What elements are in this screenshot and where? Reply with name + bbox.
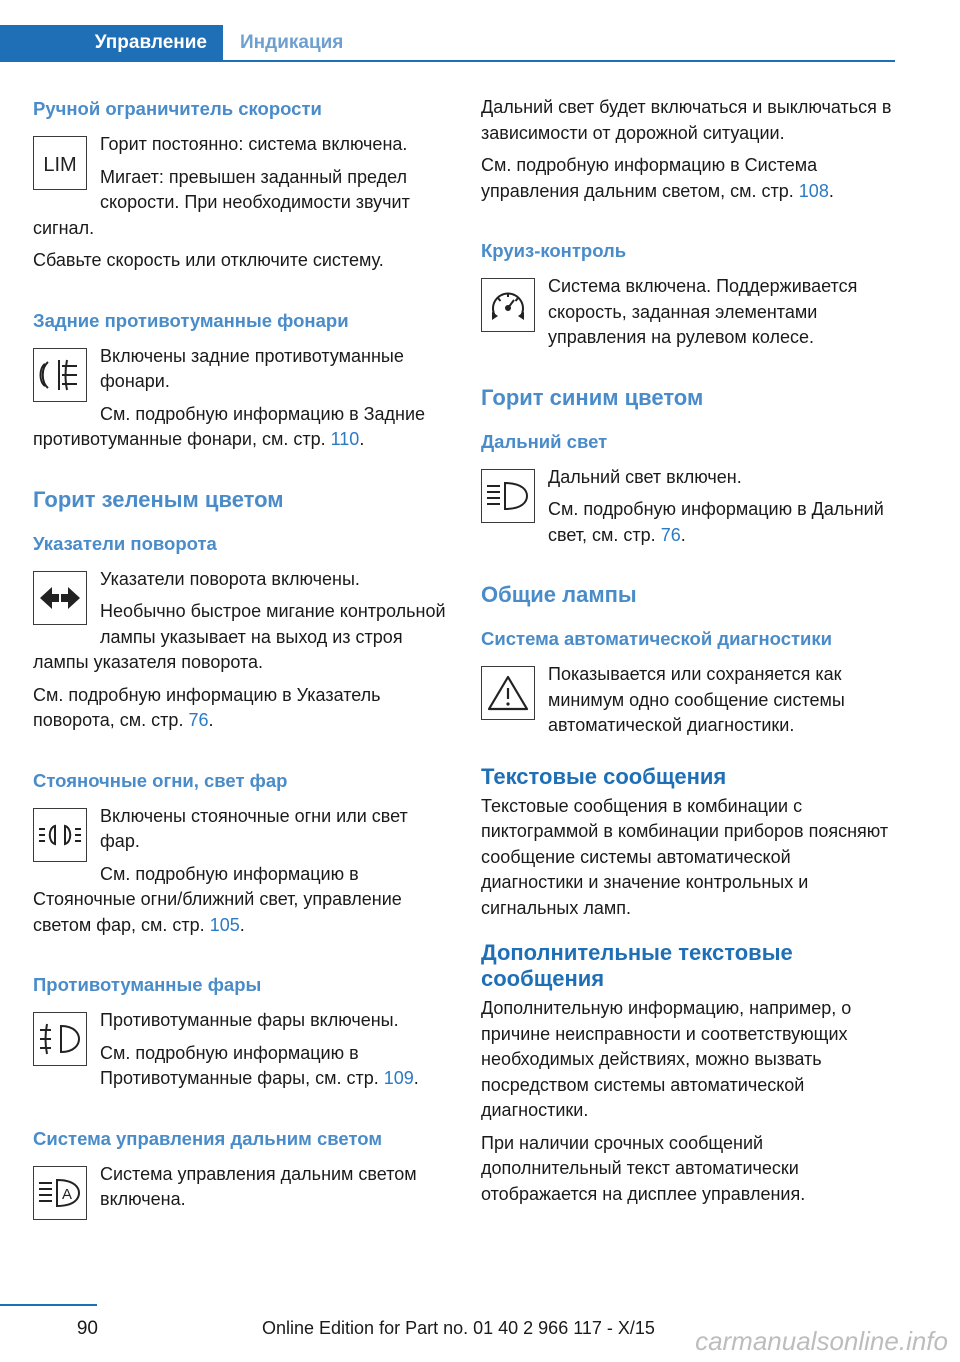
turn-signals-ref-text: См. подробную информацию в Указатель поворота, см. стр. 76. xyxy=(33,684,381,730)
diagnostics-text: Показывается или сохраняется как минимум одно сообщение системы автоматической диагностики. xyxy=(548,664,845,735)
front-fog-icon xyxy=(33,1012,87,1066)
speed-limiter-blink-text: Мигает: превышен заданный предел скорости. При необходимости звучит сигнал. xyxy=(33,166,410,238)
watermark: carmanualsonline.info xyxy=(695,1326,948,1356)
rear-fog-ref-text: См. подробную информацию в Задние противотуманные фонари, см. стр. 110. xyxy=(33,403,426,449)
page-number: 90 xyxy=(76,1318,98,1339)
speed-limiter-on-text: Горит постоянно: система включена. xyxy=(100,134,408,154)
tab-controls[interactable]: Управление xyxy=(0,25,223,61)
speed-limiter-heading: Ручной ограничитель скорости xyxy=(33,98,322,119)
general-section-heading: Общие лампы xyxy=(481,582,637,607)
lim-icon xyxy=(33,136,87,190)
rear-fog-heading: Задние противотуманные фонари xyxy=(33,309,349,331)
cruise-control-heading: Круиз-контроль xyxy=(481,240,627,261)
text-messages-heading: Текстовые сообщения xyxy=(481,763,727,789)
page-link-76-b[interactable]: 76 xyxy=(660,524,681,545)
front-fog-heading: Противотуманные фары xyxy=(33,974,262,995)
rear-fog-on-text: Включены задние противотуманные фонари. xyxy=(100,345,404,391)
extra-messages-text-2: При наличии срочных сообщений дополнительный текст автоматически отображается на дисплее управления. xyxy=(481,1132,806,1204)
turn-signal-icon xyxy=(33,571,87,625)
turn-signals-fast-text: Необычно быстрое мигание контрольной лампы указывает на выход из строя лампы указателя поворота. xyxy=(33,601,446,672)
page-link-109[interactable]: 109 xyxy=(383,1068,414,1088)
green-section-heading: Горит зеленым цветом xyxy=(33,486,284,512)
page-link-105[interactable]: 105 xyxy=(209,914,240,935)
page-link-108[interactable]: 108 xyxy=(798,180,829,201)
cruise-control-icon xyxy=(481,278,535,332)
blue-section-heading: Горит синим цветом xyxy=(481,384,704,410)
warning-triangle-icon xyxy=(481,666,535,720)
text-messages-text: Текстовые сообщения в комбинации с пиктограммой в комбинации приборов поясняют сообщение системы автоматической диагностики и значение контрольных и сигнальных ламп. xyxy=(481,795,889,918)
high-beam-icon xyxy=(481,469,535,523)
high-beam-on-text: Дальний свет включен. xyxy=(548,466,742,487)
footer-rule xyxy=(0,1304,97,1306)
extra-messages-heading: Дополнительные текстовые сообщения xyxy=(481,940,793,991)
high-beam-assist-on-text: Система управления дальним светом включена. xyxy=(100,1163,417,1209)
high-beam-assist-desc-text: Дальний свет будет включаться и выключаться в зависимости от дорожной ситуации. xyxy=(481,97,892,143)
svg-text:LIM: LIM xyxy=(43,154,77,176)
turn-signals-on-text: Указатели поворота включены. xyxy=(100,568,360,589)
speed-limiter-advice-text: Сбавьте скорость или отключите систему. xyxy=(33,250,384,270)
parking-lights-heading: Стояночные огни, свет фар xyxy=(33,769,288,791)
high-beam-assist-ref-text: См. подробную информацию в Система управления дальним светом, см. стр. 108. xyxy=(481,155,834,201)
front-fog-on-text: Противотуманные фары включены. xyxy=(100,1010,399,1030)
parking-lights-on-text: Включены стояночные огни или свет фар. xyxy=(100,805,408,851)
page-link-110[interactable]: 110 xyxy=(330,429,360,449)
page-link-76[interactable]: 76 xyxy=(188,710,209,730)
rear-fog-icon xyxy=(33,348,87,402)
parking-lights-ref-text: См. подробную информацию в Стояночные огни/ближний свет, управление светом фар, см. стр. 105. xyxy=(33,863,402,935)
diagnostics-heading: Система автоматической диагностики xyxy=(481,628,833,649)
high-beam-assist-icon xyxy=(33,1166,87,1220)
high-beam-assist-heading: Система управления дальним светом xyxy=(33,1127,383,1149)
parking-lights-icon xyxy=(33,808,87,862)
high-beam-heading: Дальний свет xyxy=(481,430,608,452)
turn-signals-heading: Указатели поворота xyxy=(33,532,217,554)
cruise-control-text: Система включена. Поддерживается скорость, заданная элементами управления на рулевом колесе. xyxy=(548,276,858,347)
left-column xyxy=(33,95,448,1224)
front-fog-ref-text: См. подробную информацию в Противотуманные фары, см. стр. 109. xyxy=(100,1042,419,1088)
chapter-tabs xyxy=(0,25,895,62)
high-beam-ref-text: См. подробную информацию в Дальний свет, см. стр. 76. xyxy=(548,499,884,545)
svg-text:A: A xyxy=(61,1185,73,1203)
right-column xyxy=(481,95,895,1214)
edition-note: Online Edition for Part no. 01 40 2 966 117 - X/15 xyxy=(262,1318,655,1338)
tab-indicators[interactable]: Индикация xyxy=(240,32,344,53)
extra-messages-text-1: Дополнительную информацию, например, о причине неисправности и соответствующих необходимых действиях, можно вызвать посредством системы автоматической диагностики. xyxy=(481,998,852,1120)
